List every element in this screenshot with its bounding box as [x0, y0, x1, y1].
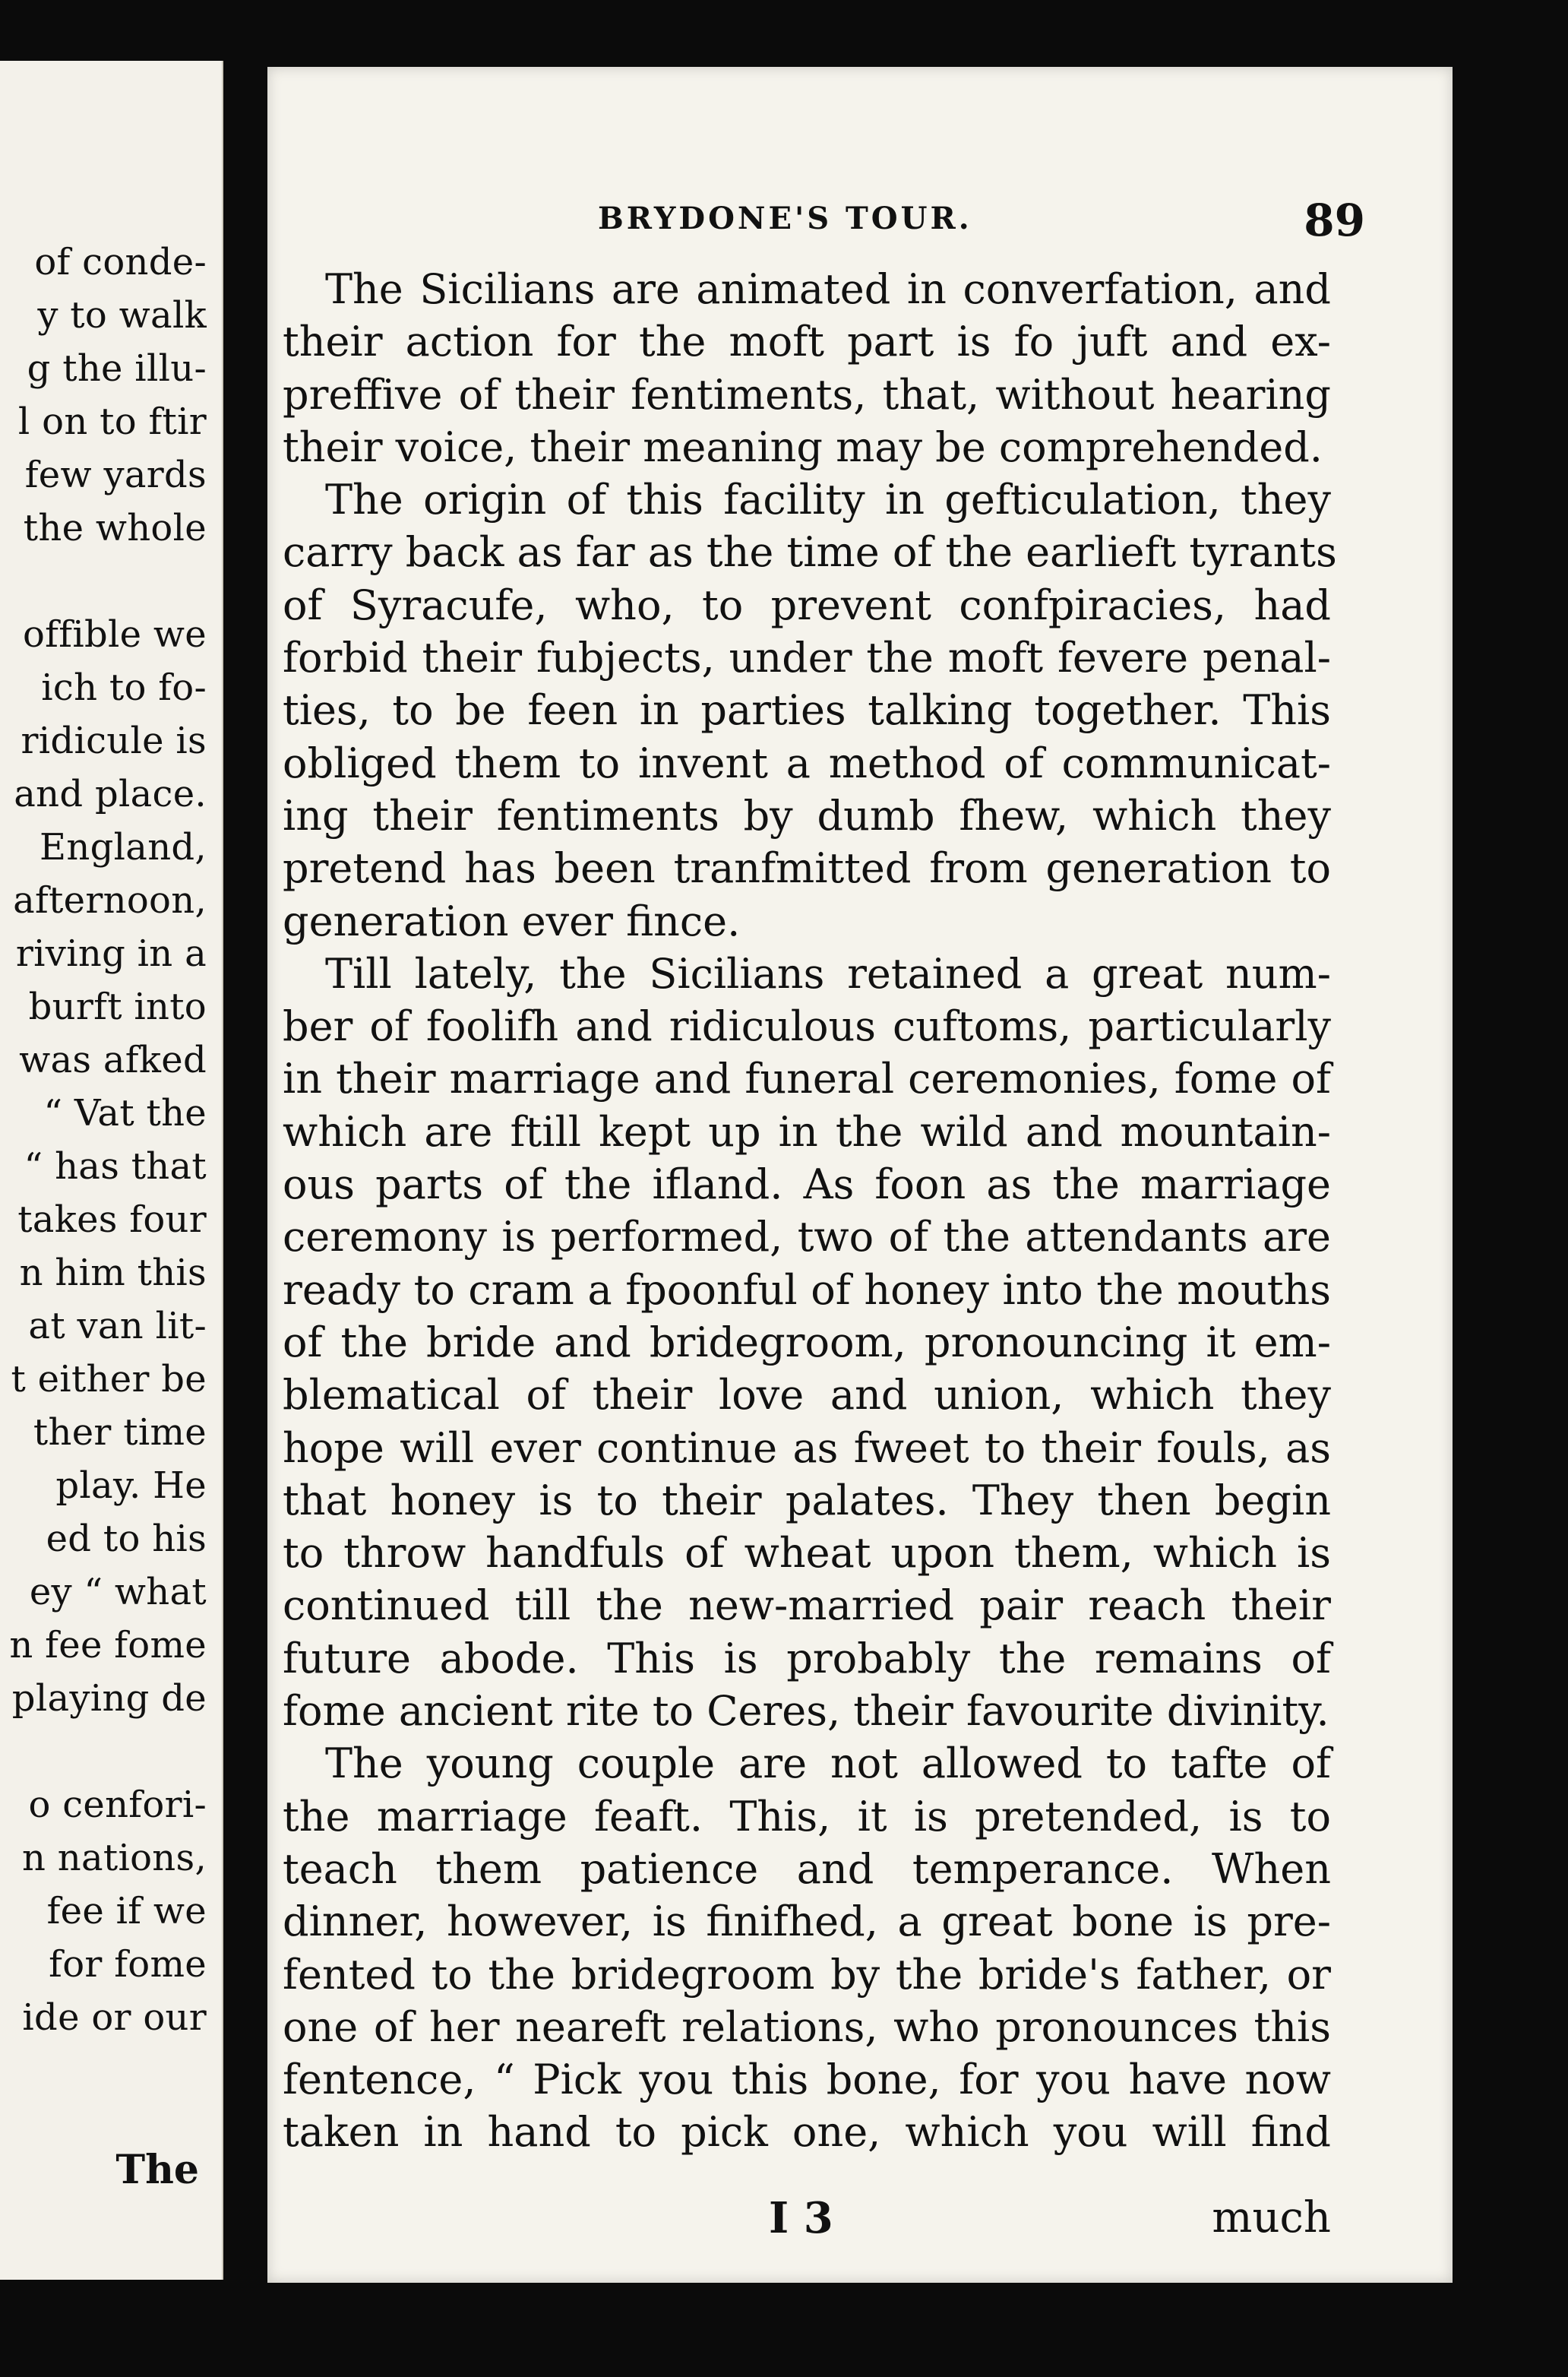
text-line: Till lately, the Sicilians retained a great num-	[325, 949, 1331, 998]
left-text-line: ey “ what	[29, 1571, 207, 1613]
left-text-line: play. He	[55, 1464, 207, 1507]
text-line: preffive of their fentiments, that, without hearing	[283, 370, 1331, 419]
left-text-line: afternoon,	[13, 879, 207, 922]
left-text-line: ide or our	[22, 1996, 207, 2039]
left-text-line: n fee fome	[9, 1624, 207, 1666]
text-line: pretend has been tranfmitted from generation to	[283, 844, 1331, 893]
text-line: the marriage feaft. This, it is pretended, is to	[283, 1792, 1331, 1841]
left-text-line: l on to ftir	[17, 400, 207, 443]
text-line: continued till the new-married pair reach their	[283, 1581, 1331, 1630]
text-line: taken in hand to pick one, which you will find	[283, 2108, 1331, 2157]
text-line: which are ftill kept up in the wild and mountain-	[283, 1107, 1331, 1156]
left-text-line: and place.	[14, 773, 207, 815]
left-text-line: riving in a	[15, 932, 207, 975]
text-line: The Sicilians are animated in converfation, and	[325, 265, 1331, 313]
right-page	[267, 67, 1453, 2283]
text-line: fented to the bridegroom by the bride's father, or	[283, 1950, 1331, 1999]
left-text-line: for fome	[49, 1943, 207, 1986]
left-text-line: the whole	[23, 507, 207, 549]
text-line: ties, to be feen in parties talking together. This	[283, 686, 1331, 735]
text-line: of Syracufe, who, to prevent confpiracies, had	[283, 581, 1331, 629]
left-text-line: y to walk	[37, 294, 207, 337]
left-page-catchword: The	[115, 2147, 199, 2193]
text-line: fentence, “ Pick you this bone, for you have now	[283, 2056, 1331, 2104]
page-header	[267, 195, 1453, 255]
text-line: ceremony is performed, two of the attendants are	[283, 1213, 1331, 1261]
left-text-line	[0, 555, 220, 608]
text-line: dinner, however, is finifhed, a great bone is pre-	[283, 1897, 1331, 1946]
text-line: The young couple are not allowed to tafte of	[325, 1739, 1331, 1788]
left-text-line: ich to fo-	[41, 666, 207, 709]
left-text-line: “ Vat the	[43, 1092, 207, 1135]
text-line: ing their fentiments by dumb fhew, which they	[283, 791, 1331, 840]
text-line: teach them patience and temperance. When	[283, 1844, 1331, 1893]
text-line: their voice, their meaning may be comprehended.	[283, 423, 1323, 471]
text-line: of the bride and bridegroom, pronouncing it em-	[283, 1318, 1331, 1366]
text-line: obliged them to invent a method of communicat-	[283, 739, 1331, 787]
left-text-line: t either be	[11, 1358, 207, 1401]
text-line: one of her neareft relations, who pronounces this	[283, 2002, 1331, 2051]
running-title: BRYDONE'S TOUR.	[598, 201, 972, 236]
left-text-line: England,	[40, 826, 207, 869]
text-line: generation ever fince.	[283, 897, 741, 945]
text-line: to throw handfuls of wheat upon them, which is	[283, 1529, 1331, 1578]
left-page-text	[0, 236, 220, 2044]
left-text-line	[0, 1725, 220, 1778]
text-line: carry back as far as the time of the earlieft tyrants	[283, 528, 1337, 577]
left-text-line: ed to his	[46, 1518, 207, 1560]
text-line: their action for the moft part is fo juft and ex-	[283, 318, 1331, 366]
text-line: ous parts of the ifland. As foon as the marriage	[283, 1160, 1331, 1209]
left-page-fragment	[0, 61, 223, 2280]
left-text-line: o cenfori-	[28, 1784, 207, 1826]
text-line: in their marriage and funeral ceremonies, fome of	[283, 1055, 1331, 1103]
left-text-line: fee if we	[46, 1890, 207, 1932]
text-line: ready to cram a fpoonful of honey into the mouths	[283, 1265, 1331, 1314]
left-text-line: “ has that	[24, 1145, 207, 1188]
text-line: forbid their fubjects, under the moft fevere penal-	[283, 634, 1331, 682]
text-line: future abode. This is probably the remains of	[283, 1634, 1331, 1682]
page-footer	[283, 2193, 1331, 2248]
left-text-line: ridicule is	[21, 720, 207, 762]
left-text-line: ther time	[33, 1411, 207, 1454]
left-text-line: takes four	[17, 1198, 207, 1241]
left-text-line: playing de	[11, 1677, 207, 1720]
catchword: much	[1212, 2193, 1331, 2242]
left-text-line: burft into	[28, 986, 207, 1028]
left-text-line: offible we	[22, 613, 207, 656]
text-line: ber of foolifh and ridiculous cuftoms, particularly	[283, 1002, 1331, 1051]
left-text-line: at van lit-	[28, 1305, 207, 1347]
signature-mark: I 3	[769, 2193, 833, 2243]
text-line: blematical of their love and union, which they	[283, 1371, 1331, 1420]
text-line: The origin of this facility in gefticulation, they	[325, 476, 1331, 524]
left-text-line: few yards	[24, 454, 207, 496]
page-number: 89	[1304, 195, 1365, 246]
text-line: that honey is to their palates. They then begin	[283, 1476, 1331, 1524]
text-line: fome ancient rite to Ceres, their favourite divinity.	[283, 1687, 1329, 1736]
left-text-line: g the illu-	[27, 347, 207, 390]
left-text-line: n him this	[19, 1252, 207, 1294]
body-text	[283, 263, 1337, 2159]
left-text-line: n nations,	[21, 1837, 207, 1879]
left-text-line: was afked	[19, 1039, 207, 1081]
left-text-line: of conde-	[34, 241, 207, 283]
text-line: hope will ever continue as fweet to their fouls, as	[283, 1423, 1331, 1472]
